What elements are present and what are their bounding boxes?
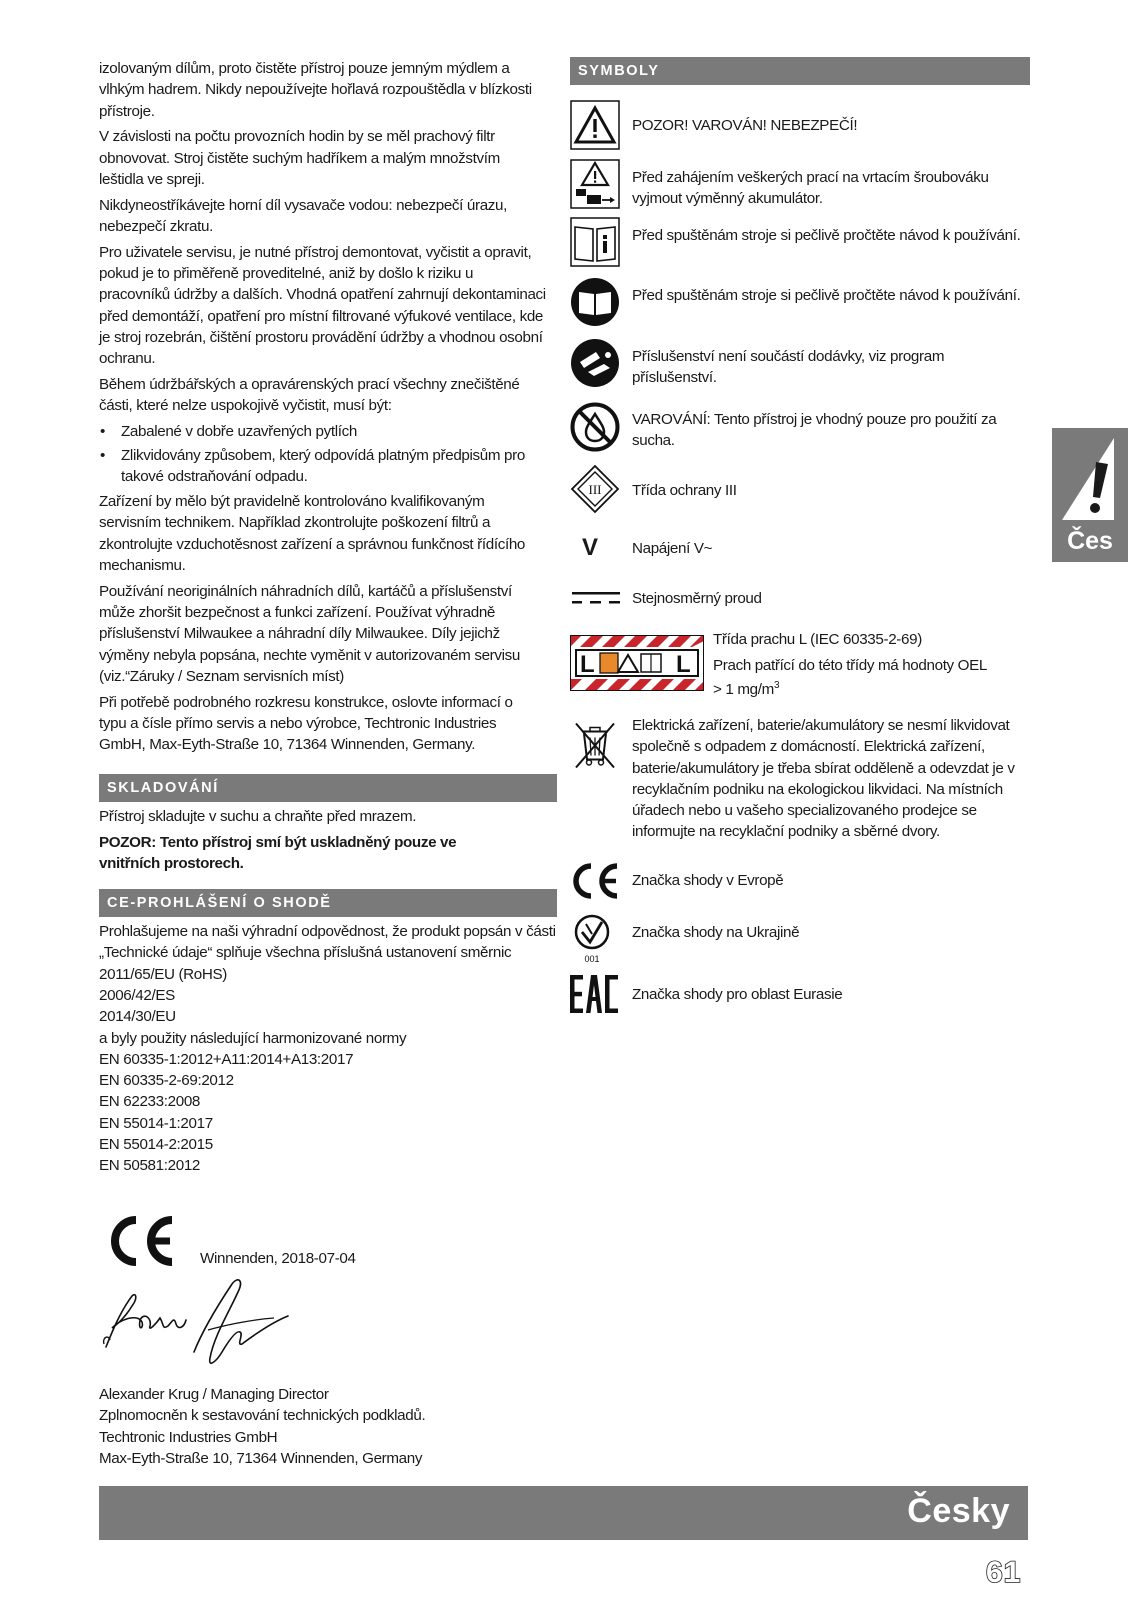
- symbol-text-3: > 1 $mg/m^3$: [713, 680, 780, 699]
- section-heading-symbols: SYMBOLY: [570, 57, 1030, 85]
- symbol-text: Stejnosměrný proud: [632, 590, 762, 607]
- protection-class-iii-icon: [570, 464, 620, 514]
- dust-class-l-icon: [570, 635, 704, 691]
- section-heading-ce: CE-PROHLÁŠENÍ O SHODĚ: [99, 889, 557, 917]
- paragraph: Používání neoriginálních náhradních dílů, kartáčů a příslušenství může zhoršit bezpečnost a funkci zařízení. Používat výhradně příslušenství Milwaukee a náhradní díly Milwaukee. Díly jejichž výměny nebyla popsána, nechte vyměnit v autorizovaném servisu (viz.“Záruky / Seznam servisních míst): [99, 582, 521, 686]
- right-column: [570, 57, 1030, 1017]
- directive: 2014/30/EU: [99, 1008, 176, 1026]
- signer-block: [99, 1384, 425, 1469]
- directive: 2011/65/EU (RoHS): [99, 965, 227, 983]
- ce-mark-icon: [570, 863, 620, 899]
- symbol-text: Před spuštěnám stroje si pečlivě pročtěte návod k používání.: [632, 287, 1021, 304]
- norm: EN 60335-1:2012+A11:2014+A13:2017: [99, 1050, 354, 1068]
- bullet-list: [99, 421, 557, 487]
- ce-mark-icon: [106, 1216, 176, 1266]
- eac-mark-icon: [570, 975, 618, 1013]
- accessory-icon: [570, 338, 620, 388]
- ukraine-conformity-icon: [572, 914, 612, 966]
- paragraph: Zařízení by mělo být pravidelně kontrolováno kvalifikovaným servisním technikem. Například zkontrolujte poškození filtrů a zkontrolujte vzduchotěsnost zařízení a správnou funkčnost řídícího mechanismu.: [99, 493, 526, 575]
- footer-bar: [99, 1486, 1028, 1540]
- volt-icon: V: [582, 534, 599, 561]
- paragraph: V závislosti na počtu provozních hodin by se měl prachový filtr obnovovat. Stroj čistěte suchým hadříkem a malým množstvím leštidla ve spreji.: [99, 128, 500, 188]
- paragraph: Při potřebě podrobného rozkresu konstrukce, oslovte informací o typu a čísle přímo servis a nebo výrobce, Techtronic Industries GmbH, Max-Eyth-Straße 10, 71364 Winnenden, Germany.: [99, 693, 513, 754]
- paragraph: Během údržbářských a opravárenských prací všechny znečištěné části, které nelze uspokojivě vyčistit, musí být:: [99, 376, 520, 415]
- symbol-text: Před spuštěnám stroje si pečlivě pročtěte návod k používání.: [632, 227, 1021, 244]
- weee-bin-icon: [570, 717, 620, 772]
- paragraph: Nikdyneostříkávejte horní díl vysavače vodou: nebezpečí úrazu, nebezpečí zkratu.: [99, 196, 508, 236]
- symbol-text: POZOR! VAROVÁN! NEBEZPEČÍ!: [632, 117, 858, 134]
- company-address: Max-Eyth-Straße 10, 71364 Winnenden, Germany: [99, 1449, 423, 1467]
- signature: [98, 1272, 298, 1372]
- list-item: • Zlikvidovány způsobem, který odpovídá platným předpisům pro takové odstraňování odpadu.: [99, 445, 557, 488]
- direct-current-icon: [572, 590, 620, 606]
- warning-triangle-icon: [570, 100, 620, 150]
- svg-text:L: L: [676, 651, 691, 678]
- language-side-tab: [1052, 428, 1128, 562]
- paragraph: izolovaným dílům, proto čistěte přístroj pouze jemným mýdlem a vlhkým hadrem. Nikdy nepoužívejte hořlavá rozpouštědla v blízkosti přístroje.: [99, 60, 532, 120]
- symbol-text: Elektrická zařízení, baterie/akumulátory se nesmí likvidovat společně s odpadem z domácností. Elektrická zařízení, baterie/akumulátory je třeba sbírat odděleně a odevzdat je v recyklačním podniku na ekologickou likvidaci. Na místních úřadech nebo u vašeho specializovaného prodejce se informujte na recyklační podniky a sběrné dvory.: [632, 717, 1015, 841]
- ce-intro: Prohlašujeme na naši výhradní odpovědnost, že produkt popsán v části „Technické údaje“ splňuje všechna příslušná ustanovení směrnic: [99, 923, 556, 962]
- no-wet-use-icon: [570, 402, 620, 452]
- symbol-text-2: Prach patřící do této třídy má hodnoty OEL: [713, 657, 988, 674]
- symbol-text: Značka shody na Ukrajině: [632, 924, 800, 941]
- norm: EN 50581:2012: [99, 1157, 201, 1175]
- symbol-text: Značka shody v Evropě: [632, 872, 784, 889]
- svg-text:001: 001: [584, 954, 600, 964]
- symbol-text: Napájení V~: [632, 540, 713, 557]
- symbol-text: Značka shody pro oblast Eurasie: [632, 986, 843, 1003]
- paragraph: Pro uživatele servisu, je nutné přístroj demontovat, vyčistit a opravit, pokud je to přiměřeně proveditelné, aniž by došlo k riziku u pracovníků údržby a dalších. Vhodná opatření zahrnují dekontaminaci před demontáží, opatření pro místní filtrované výfukové ventilace, kde je stroj rozebrán, čištění prostoru provádění údržby a vhodnou osobní ochranu.: [99, 243, 546, 368]
- left-column: [99, 58, 557, 1177]
- read-manual-book-icon: [570, 277, 620, 327]
- symbol-text: VAROVÁNÍ: Tento přístroj je vhodný pouze pro použití za sucha.: [632, 411, 997, 450]
- symbol-text: Před zahájením veškerých prací na vrtacím šroubováku vyjmout výměnný akumulátor.: [632, 169, 989, 208]
- norm: EN 55014-1:2017: [99, 1114, 213, 1132]
- list-item: • Zabalené v dobře uzavřených pytlích: [99, 421, 557, 442]
- symbol-text: Třída prachu L (IEC 60335-2-69): [713, 631, 922, 648]
- norm: EN 55014-2:2015: [99, 1136, 213, 1154]
- paragraph: Přístroj skladujte v suchu a chraňte před mrazem.: [99, 807, 417, 825]
- company-name: Techtronic Industries GmbH: [99, 1428, 278, 1446]
- signer-name: Alexander Krug / Managing Director: [99, 1386, 329, 1403]
- storage-warning: POZOR: Tento přístroj smí být uskladněný pouze ve vnitřních prostorech.: [99, 833, 457, 872]
- side-tab-label: Čes: [1067, 527, 1113, 555]
- norms-intro: a byly použity následující harmonizované normy: [99, 1029, 407, 1047]
- place-date: Winnenden, 2018-07-04: [200, 1250, 356, 1267]
- read-manual-info-icon: [570, 217, 620, 267]
- norm: EN 60335-2-69:2012: [99, 1072, 234, 1090]
- page-number: 61: [986, 1556, 1022, 1589]
- exclamation-warning-icon: [1056, 432, 1124, 528]
- svg-text:III: III: [588, 482, 602, 497]
- signer-role: Zplnomocněn k sestavování technických podkladů.: [99, 1407, 426, 1425]
- svg-text:L: L: [580, 651, 595, 678]
- footer-language: Česky: [907, 1492, 1010, 1530]
- section-heading-storage: SKLADOVÁNÍ: [99, 774, 557, 802]
- remove-battery-icon: [570, 159, 620, 209]
- symbol-text: Příslušenství není součástí dodávky, viz program příslušenství.: [632, 348, 945, 387]
- norm: EN 62233:2008: [99, 1093, 201, 1111]
- directive: 2006/42/ES: [99, 986, 175, 1004]
- directive-list: [99, 964, 557, 1177]
- symbol-text: Třída ochrany III: [632, 482, 737, 499]
